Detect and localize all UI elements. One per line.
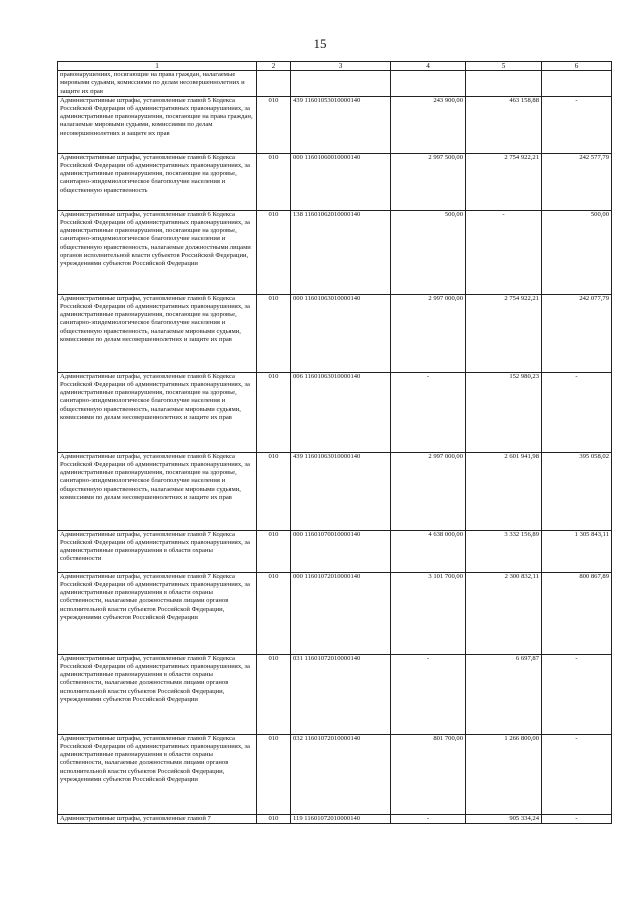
column-header: 3 [291, 62, 391, 71]
column-header: 1 [58, 62, 257, 71]
row-name-cell: Административные штрафы, установленные главой 6 Кодекса Российской Федерации об административных правонарушениях, за административные правонарушения, посягающие на здоровье, санитарно-эпидемиологическое благополучие населения и общественную нравственность, налагаемые должностными лицами органов исполнительной власти субъектов Российской Федерации, учреждениями субъектов Российской Федерации [58, 210, 257, 294]
budget-code-cell: 119 11601072010000140 [291, 814, 391, 823]
table-row [58, 452, 612, 530]
unexecuted-amount-cell: 500,00 [542, 210, 612, 294]
row-name-cell: Административные штрафы, установленные главой 7 Кодекса Российской Федерации об административных правонарушениях, за административные правонарушения в области охраны собственности, налагаемые должностными лицами органов исполнительной власти субъектов Российской Федерации, учреждениями субъектов Российской Федерации [58, 572, 257, 654]
unexecuted-amount-cell: - [542, 814, 612, 823]
table-row [58, 814, 612, 823]
approved-amount-cell: 2 997 000,00 [391, 294, 466, 372]
budget-code-cell: 000 11601063010000140 [291, 294, 391, 372]
report-table [57, 61, 612, 824]
row-name-cell: Административные штрафы, установленные главой 7 Кодекса Российской Федерации об административных правонарушениях, за административные правонарушения в области охраны собственности, налагаемые должностными лицами органов исполнительной власти субъектов Российской Федерации, учреждениями субъектов Российской Федерации [58, 654, 257, 734]
table-row [58, 734, 612, 814]
approved-amount-cell [391, 71, 466, 97]
approved-amount-cell: 2 997 000,00 [391, 452, 466, 530]
row-name-cell: Административные штрафы, установленные главой 5 Кодекса Российской Федерации об административных правонарушениях, за административные правонарушения, посягающие на права граждан, налагаемые мировыми судьями, комиссиями по делам несовершеннолетних и защите их прав [58, 96, 257, 153]
executed-amount-cell: - [466, 210, 542, 294]
executed-amount-cell [466, 71, 542, 97]
approved-amount-cell: - [391, 372, 466, 452]
table-row [58, 96, 612, 153]
line-code-cell: 010 [257, 210, 291, 294]
table-row [58, 530, 612, 572]
line-code-cell: 010 [257, 572, 291, 654]
approved-amount-cell: 2 997 500,00 [391, 153, 466, 210]
budget-code-cell: 000 11601072010000140 [291, 572, 391, 654]
row-name-cell: правонарушениях, посягающие на права граждан, налагаемые мировыми судьями, комиссиями по делам несовершеннолетних и защите их прав [58, 71, 257, 97]
approved-amount-cell: 3 101 700,00 [391, 572, 466, 654]
approved-amount-cell: 801 700,00 [391, 734, 466, 814]
line-code-cell: 010 [257, 96, 291, 153]
budget-code-cell: 000 11601070010000140 [291, 530, 391, 572]
executed-amount-cell: 6 697,87 [466, 654, 542, 734]
line-code-cell: 010 [257, 734, 291, 814]
table-row [58, 153, 612, 210]
approved-amount-cell: 243 900,00 [391, 96, 466, 153]
line-code-cell: 010 [257, 153, 291, 210]
executed-amount-cell: 2 601 941,98 [466, 452, 542, 530]
line-code-cell [257, 71, 291, 97]
table-row [58, 654, 612, 734]
budget-code-cell: 439 11601063010000140 [291, 452, 391, 530]
table-row [58, 71, 612, 97]
unexecuted-amount-cell: 800 867,89 [542, 572, 612, 654]
executed-amount-cell: 2 754 922,21 [466, 153, 542, 210]
line-code-cell: 010 [257, 372, 291, 452]
unexecuted-amount-cell: - [542, 734, 612, 814]
line-code-cell: 010 [257, 452, 291, 530]
unexecuted-amount-cell: - [542, 372, 612, 452]
row-name-cell: Административные штрафы, установленные главой 7 Кодекса Российской Федерации об административных правонарушениях, за административные правонарушения в области охраны собственности [58, 530, 257, 572]
row-name-cell: Административные штрафы, установленные главой 7 [58, 814, 257, 823]
table-row [58, 294, 612, 372]
unexecuted-amount-cell: - [542, 96, 612, 153]
approved-amount-cell: - [391, 654, 466, 734]
row-name-cell: Административные штрафы, установленные главой 6 Кодекса Российской Федерации об административных правонарушениях, за административные правонарушения, посягающие на здоровье, санитарно-эпидемиологическое благополучие населения и общественную нравственность, налагаемые мировыми судьями, комиссиями по делам несовершеннолетних и защите их прав [58, 372, 257, 452]
header-row [58, 62, 612, 71]
page-number: 15 [313, 36, 327, 51]
budget-code-cell: 006 11601063010000140 [291, 372, 391, 452]
row-name-cell: Административные штрафы, установленные главой 7 Кодекса Российской Федерации об административных правонарушениях, за административные правонарушения в области охраны собственности, налагаемые должностными лицами органов исполнительной власти субъектов Российской Федерации, учреждениями субъектов Российской Федерации [58, 734, 257, 814]
budget-code-cell: 031 11601072010000140 [291, 654, 391, 734]
approved-amount-cell: 4 638 000,00 [391, 530, 466, 572]
line-code-cell: 010 [257, 294, 291, 372]
column-header: 5 [466, 62, 542, 71]
executed-amount-cell: 152 980,23 [466, 372, 542, 452]
unexecuted-amount-cell [542, 71, 612, 97]
budget-code-cell: 032 11601072010000140 [291, 734, 391, 814]
executed-amount-cell: 2 300 832,11 [466, 572, 542, 654]
table-row [58, 572, 612, 654]
unexecuted-amount-cell: 1 305 843,11 [542, 530, 612, 572]
row-name-cell: Административные штрафы, установленные главой 6 Кодекса Российской Федерации об административных правонарушениях, за административные правонарушения, посягающие на здоровье, санитарно-эпидемиологическое благополучие населения и общественную нравственность, налагаемые мировыми судьями, комиссиями по делам несовершеннолетних и защите их прав [58, 294, 257, 372]
unexecuted-amount-cell: 395 058,02 [542, 452, 612, 530]
column-header: 4 [391, 62, 466, 71]
row-name-cell: Административные штрафы, установленные главой 6 Кодекса Российской Федерации об административных правонарушениях, за административные правонарушения, посягающие на здоровье, санитарно-эпидемиологическое благополучие населения и общественную нравственность [58, 153, 257, 210]
column-header: 2 [257, 62, 291, 71]
table-row [58, 210, 612, 294]
executed-amount-cell: 463 158,88 [466, 96, 542, 153]
unexecuted-amount-cell: 242 577,79 [542, 153, 612, 210]
unexecuted-amount-cell: 242 077,79 [542, 294, 612, 372]
unexecuted-amount-cell: - [542, 654, 612, 734]
column-header: 6 [542, 62, 612, 71]
budget-code-cell: 138 11601062010000140 [291, 210, 391, 294]
approved-amount-cell: 500,00 [391, 210, 466, 294]
line-code-cell: 010 [257, 530, 291, 572]
budget-code-cell [291, 71, 391, 97]
table-row [58, 372, 612, 452]
line-code-cell: 010 [257, 814, 291, 823]
row-name-cell: Административные штрафы, установленные главой 6 Кодекса Российской Федерации об административных правонарушениях, за административные правонарушения, посягающие на здоровье, санитарно-эпидемиологическое благополучие населения и общественную нравственность, налагаемые мировыми судьями, комиссиями по делам несовершеннолетних и защите их прав [58, 452, 257, 530]
budget-code-cell: 439 11601053010000140 [291, 96, 391, 153]
executed-amount-cell: 1 266 800,00 [466, 734, 542, 814]
executed-amount-cell: 3 332 156,89 [466, 530, 542, 572]
executed-amount-cell: 905 334,24 [466, 814, 542, 823]
budget-code-cell: 000 11601060010000140 [291, 153, 391, 210]
executed-amount-cell: 2 754 922,21 [466, 294, 542, 372]
approved-amount-cell: - [391, 814, 466, 823]
line-code-cell: 010 [257, 654, 291, 734]
